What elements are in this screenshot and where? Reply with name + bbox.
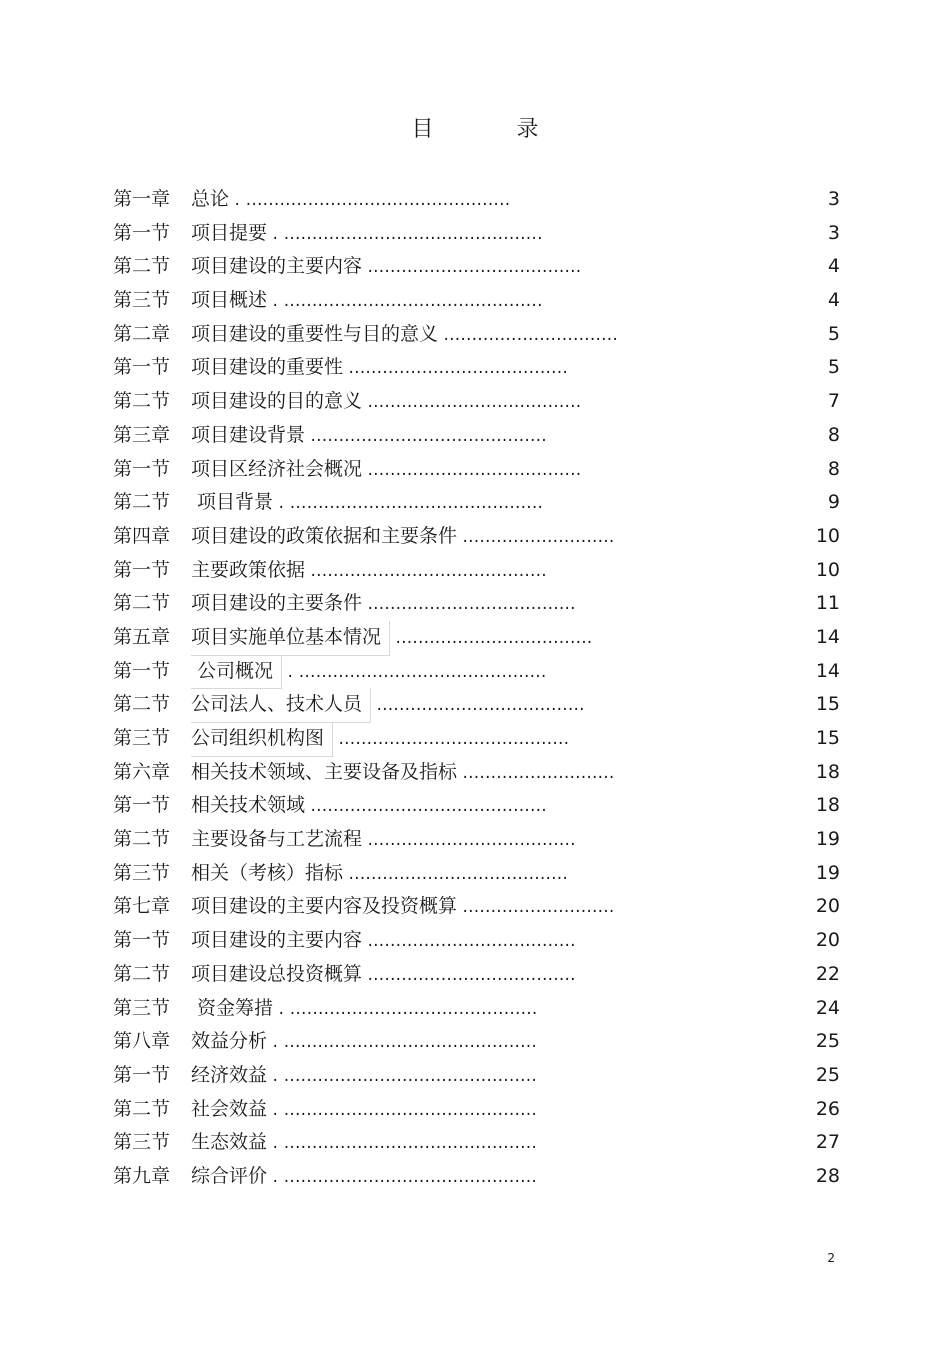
toc-entry-title: 项目建设的主要内容及投资概算 [191,895,458,918]
toc-entry-page: 9 [827,491,840,514]
toc-entry-leader: . ............................................. [271,1169,536,1186]
toc-entry-leader: .......................................... [309,799,546,816]
toc-entry-page: 10 [815,524,840,547]
toc-entry-number: 第八章 [113,1030,171,1053]
toc-entry-leader: . ............................................. [271,1136,536,1153]
toc-entry-number: 第一节 [113,558,171,581]
toc-entry-number: 第二章 [113,322,171,345]
toc-entry[interactable] [113,385,840,419]
toc-entry-title: 项目建设总投资概算 [191,962,363,985]
toc-entry-leader: ....................................... [347,361,567,378]
toc-entry-page: 7 [827,390,840,413]
toc-entry-number: 第一节 [113,221,171,244]
toc-entry-leader: ........................... [461,900,613,917]
table-of-contents [113,183,840,1194]
toc-entry-page: 10 [815,558,840,581]
toc-entry[interactable] [113,857,840,891]
toc-entry-page: 27 [815,1131,840,1154]
toc-entry[interactable] [113,284,840,318]
toc-entry-leader: ....................................... [347,866,567,883]
toc-entry-number: 第三节 [113,289,171,312]
toc-entry-page: 22 [815,962,840,985]
toc-entry-title: 项目建设的主要内容 [191,929,363,952]
toc-entry-title: 社会效益 [191,1097,268,1120]
toc-entry-number: 第一节 [113,659,171,682]
toc-entry-title: 效益分析 [191,1030,268,1053]
toc-entry-page: 26 [815,1097,840,1120]
toc-entry[interactable] [113,1160,840,1194]
toc-entry-number: 第三节 [113,727,171,749]
toc-entry-leader: ..................................... [366,833,575,850]
toc-entry[interactable] [113,554,840,588]
toc-entry-title: 项目建设的重要性 [191,356,344,379]
toc-entry-title: 项目建设背景 [191,423,306,446]
page-title: 目 录 [411,117,577,142]
toc-entry-page: 4 [827,289,840,312]
toc-entry-title: 项目提要 [191,221,268,244]
toc-entry-number: 第三节 [113,1131,171,1154]
toc-entry-page: 25 [815,1063,840,1086]
toc-entry-leader: ......................................... [337,732,568,748]
toc-entry-number: 第二节 [113,693,171,716]
toc-entry[interactable] [113,958,840,992]
toc-entry[interactable] [113,318,840,352]
toc-entry-title: 综合评价 [191,1164,268,1187]
toc-entry-page: 15 [815,727,840,749]
toc-entry-page: 8 [827,423,840,446]
toc-entry-page: 20 [815,929,840,952]
toc-entry-title: 项目建设的重要性与目的意义 [191,322,439,345]
toc-entry[interactable] [113,250,840,284]
toc-entry-number: 第二节 [113,390,171,413]
toc-entry-title: 公司组织机构图 [191,722,333,757]
toc-entry-page: 3 [827,188,840,210]
toc-entry-page: 5 [827,356,840,379]
toc-entry[interactable] [113,183,840,217]
toc-entry-page: 4 [827,255,840,278]
toc-entry-page: 28 [815,1164,840,1187]
toc-entry-number: 第一节 [113,356,171,379]
toc-entry-leader: ...................................... [366,260,580,277]
toc-entry-number: 第一节 [113,929,171,952]
toc-entry[interactable] [113,1126,840,1160]
toc-entry[interactable] [113,1025,840,1059]
toc-entry-leader: ...................................... [366,462,580,479]
toc-entry-number: 第二节 [113,491,171,514]
toc-entry-number: 第二节 [113,1097,171,1120]
toc-entry[interactable] [113,621,840,655]
toc-entry-leader: ................................... [394,630,592,647]
toc-entry[interactable] [113,890,840,924]
toc-entry-title: 主要设备与工艺流程 [191,828,363,851]
toc-entry-page: 24 [815,996,840,1019]
toc-entry-number: 第一节 [113,794,171,817]
toc-entry[interactable] [113,419,840,453]
toc-entry-number: 第二节 [113,255,171,278]
toc-entry[interactable] [113,789,840,823]
toc-entry-title: 项目建设的主要条件 [191,592,363,615]
toc-entry[interactable] [113,924,840,958]
toc-entry-title: 项目概述 [191,289,268,312]
toc-entry-leader: . .............................................. [271,226,542,243]
toc-entry-number: 第五章 [113,625,171,648]
toc-entry-number: 第二节 [113,828,171,851]
toc-entry-leader: . ............................................. [277,496,542,513]
toc-entry-title: 相关（考核）指标 [191,861,344,884]
toc-entry-page: 18 [815,760,840,783]
toc-entry-number: 第一章 [113,188,171,210]
toc-entry-title: 相关技术领域、主要设备及指标 [191,760,458,783]
toc-entry-number: 第三节 [113,996,171,1019]
toc-entry-title: 资金筹措 [191,996,274,1019]
toc-entry-number: 第六章 [113,760,171,783]
toc-entry-leader: ..................................... [366,597,575,614]
toc-entry-title: 相关技术领域 [191,794,306,817]
toc-entry[interactable] [113,520,840,554]
toc-entry-page: 5 [827,322,840,345]
toc-entry-number: 第七章 [113,895,171,918]
toc-entry-page: 15 [815,693,840,716]
toc-entry[interactable] [113,722,840,756]
toc-entry[interactable] [113,688,840,722]
toc-entry-leader: . .............................................. [271,294,542,311]
toc-entry[interactable] [113,823,840,857]
toc-entry-title: 公司法人、技术人员 [191,688,371,723]
toc-entry-page: 18 [815,794,840,817]
toc-entry-title: 项目建设的政策依据和主要条件 [191,524,458,547]
toc-entry-leader: . ............................................. [271,1035,536,1052]
toc-entry[interactable] [113,587,840,621]
toc-entry-leader: . ............................................... [233,193,509,209]
toc-entry-title: 总论 [191,188,230,210]
toc-entry[interactable] [113,351,840,385]
toc-entry-leader: . ............................................ [286,664,545,681]
toc-entry-page: 19 [815,861,840,884]
toc-entry-leader: ........................... [461,529,613,546]
toc-entry[interactable] [113,217,840,251]
toc-entry[interactable] [113,756,840,790]
toc-entry-title: 主要政策依据 [191,558,306,581]
toc-entry[interactable] [113,992,840,1026]
toc-entry-page: 14 [815,625,840,648]
toc-entry-leader: . ............................................. [271,1068,536,1085]
toc-entry[interactable] [113,1093,840,1127]
toc-entry-leader: ..................................... [366,934,575,951]
toc-entry-leader: .......................................... [309,428,546,445]
toc-entry-leader: . ............................................. [271,1102,536,1119]
toc-entry-page: 19 [815,828,840,851]
toc-entry-page: 20 [815,895,840,918]
toc-entry-title: 项目建设的主要内容 [191,255,363,278]
toc-entry-title: 项目实施单位基本情况 [191,621,390,656]
toc-entry-title: 项目建设的目的意义 [191,390,363,413]
toc-entry-title: 经济效益 [191,1063,268,1086]
toc-entry-number: 第三节 [113,861,171,884]
toc-entry-title: 公司概况 [191,655,282,690]
toc-entry-number: 第二节 [113,962,171,985]
toc-entry-leader: ............................... [442,327,617,344]
toc-entry-number: 第一节 [113,457,171,480]
toc-entry-title: 生态效益 [191,1131,268,1154]
toc-entry-number: 第九章 [113,1164,171,1187]
toc-entry[interactable] [113,655,840,689]
toc-entry-number: 第四章 [113,524,171,547]
toc-entry-page: 14 [815,659,840,682]
toc-entry[interactable] [113,486,840,520]
toc-entry-leader: ..................................... [366,967,575,984]
page-number: 2 [827,1251,835,1265]
toc-entry-leader: ..................................... [375,698,584,715]
toc-entry-number: 第一节 [113,1063,171,1086]
toc-entry-number: 第三章 [113,423,171,446]
toc-entry-leader: .......................................... [309,563,546,580]
toc-entry-page: 3 [827,221,840,244]
toc-entry-leader: ...................................... [366,395,580,412]
toc-entry-page: 11 [815,592,840,615]
toc-entry-number: 第二节 [113,592,171,615]
toc-entry-leader: ........................... [461,765,613,782]
toc-entry-title: 项目背景 [191,491,274,514]
toc-entry-page: 8 [827,457,840,480]
toc-entry-leader: . ............................................ [277,1001,536,1018]
toc-entry[interactable] [113,453,840,487]
toc-entry-title: 项目区经济社会概况 [191,457,363,480]
toc-entry[interactable] [113,1059,840,1093]
toc-entry-page: 25 [815,1030,840,1053]
